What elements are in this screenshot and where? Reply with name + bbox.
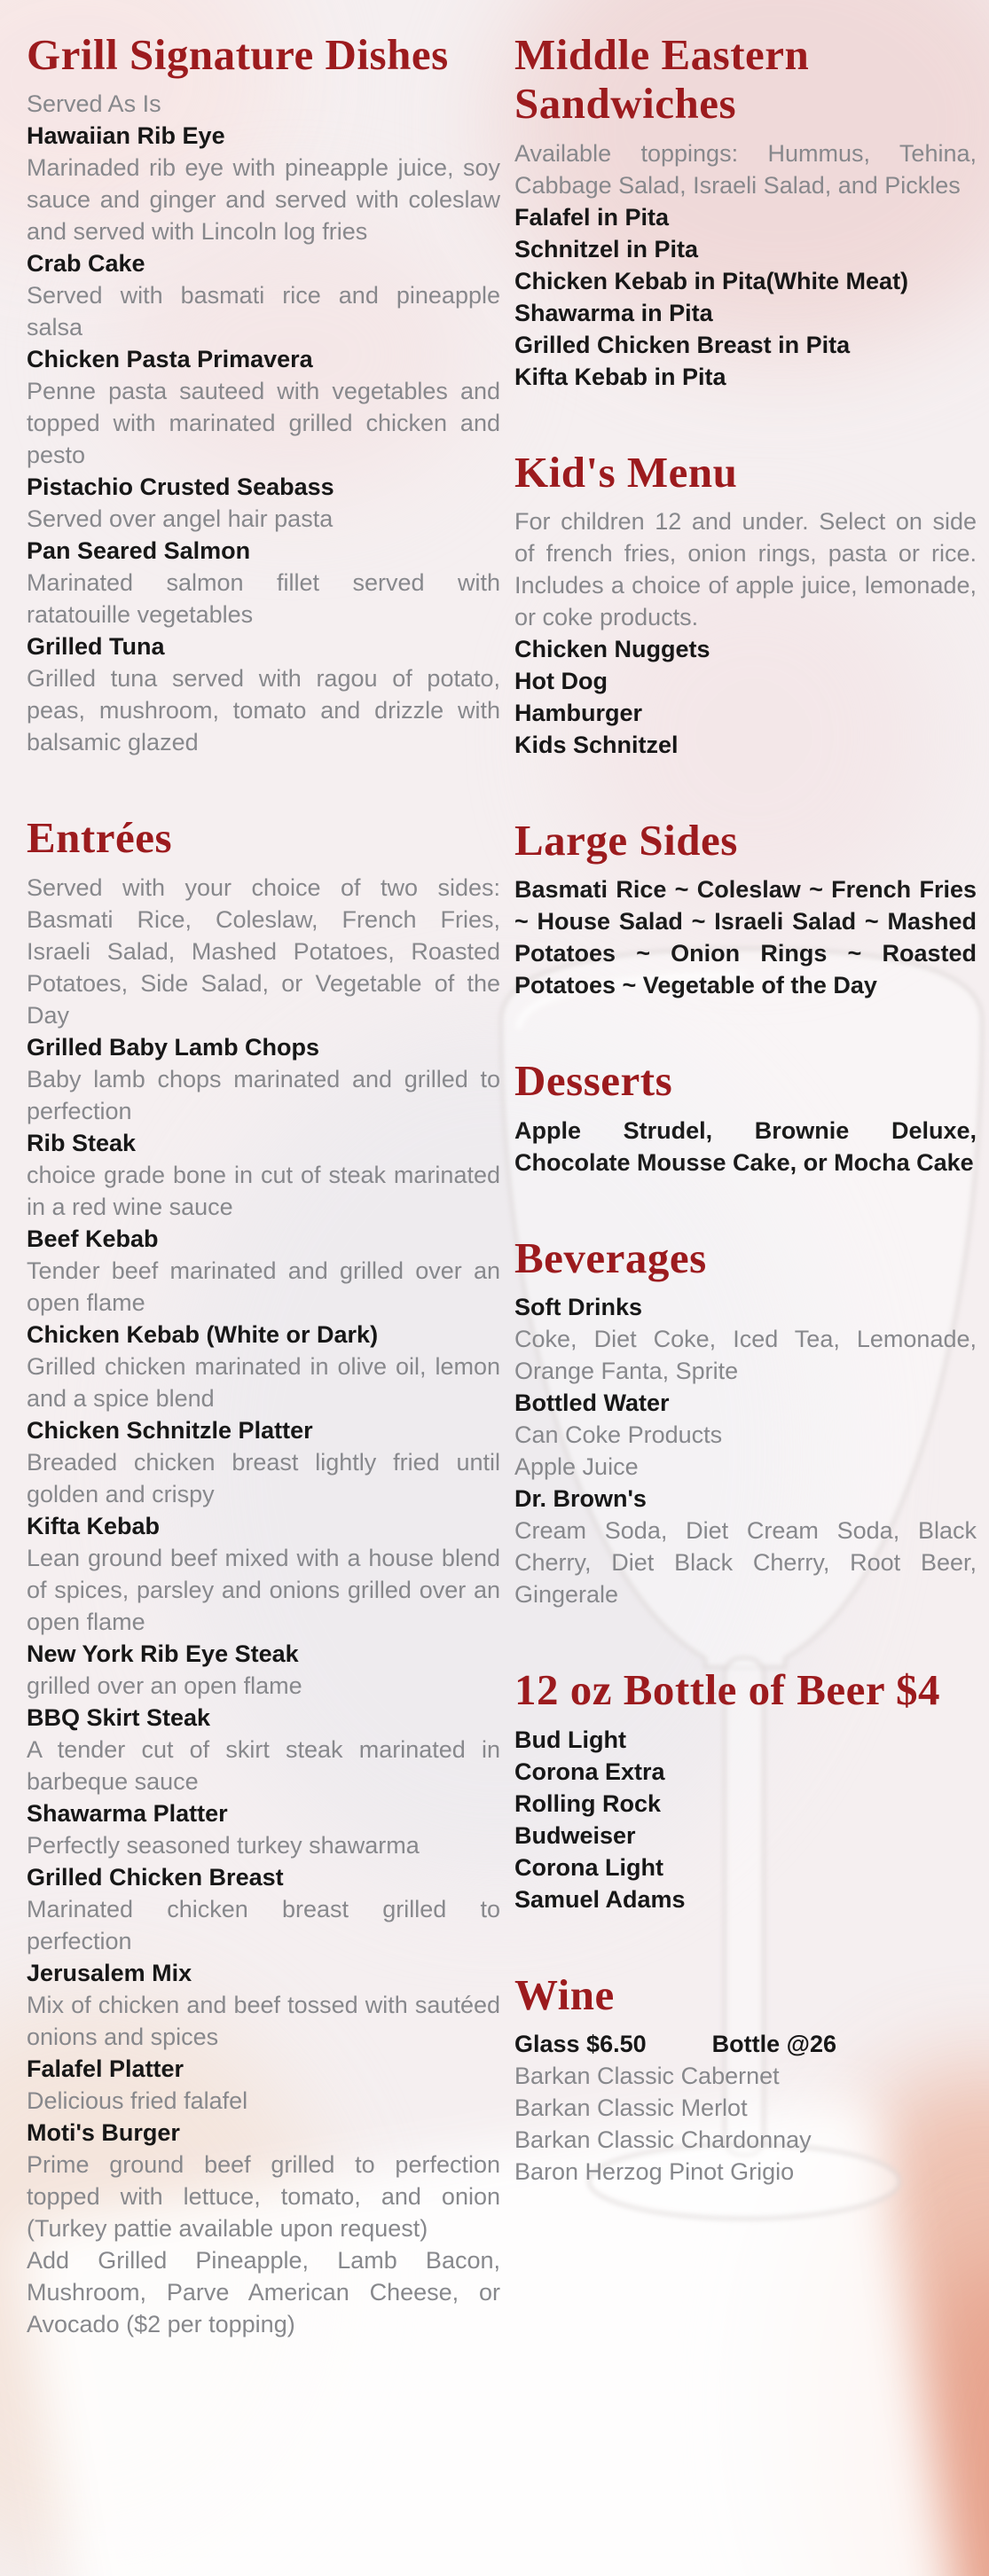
menu-section [514, 1056, 977, 1178]
menu-section [27, 813, 500, 2339]
menu-item-name: Rib Steak [27, 1129, 137, 1156]
menu-item-name: Chicken Schnitzle Platter [27, 1416, 313, 1444]
menu-item-name: Kifta Kebab [27, 1512, 161, 1539]
section-title: Entrées [27, 813, 173, 863]
menu-item-name: Samuel Adams [514, 1885, 686, 1913]
menu-item-name: Schnitzel in Pita [514, 235, 699, 262]
menu-item-name: Hamburger [514, 700, 643, 727]
menu-item-name: Beef Kebab [27, 1225, 159, 1252]
menu-section [514, 1970, 977, 2188]
menu-item-name: Kifta Kebab in Pita [514, 363, 726, 390]
section-note: Served As Is [27, 90, 161, 118]
menu-item-name: Jerusalem Mix [27, 1959, 192, 1986]
menu-item-name: Falafel in Pita [514, 203, 670, 231]
menu-item-description: Grilled chicken marinated in olive oil, lemon and a spice blend [27, 1352, 500, 1412]
section-title: 12 oz Bottle of Beer $4 [514, 1665, 941, 1715]
menu-item-description: Add Grilled Pineapple, Lamb Bacon, Mushroom, Parve American Cheese, or Avocado ($2 per topping) [27, 2246, 500, 2337]
menu-item-name: Crab Cake [27, 250, 145, 278]
menu-item-description: Baby lamb chops marinated and grilled to perfection [27, 1065, 500, 1124]
menu-item-description: Mix of chicken and beef tossed with sautéed onions and spices [27, 1991, 500, 2050]
menu-item-name: Bud Light [514, 1726, 626, 1753]
left-column [27, 30, 500, 2576]
menu-item-description: grilled over an open flame [27, 1672, 302, 1699]
menu-item-description: Perfectly seasoned turkey shawarma [27, 1831, 420, 1859]
menu-item-description: A tender cut of skirt steak marinated in barbeque sauce [27, 1735, 500, 1795]
wine-price-row [514, 2028, 977, 2060]
section-note: For children 12 and under. Select on side of french fries, onion rings, pasta or rice. Includes a choice of apple juice, lemonade, or coke products. [514, 508, 977, 631]
menu-item-description: Marinated salmon fillet served with ratatouille vegetables [27, 569, 500, 629]
section-note: Apple Strudel, Brownie Deluxe, Chocolate Mousse Cake, or Mocha Cake [514, 1116, 977, 1176]
menu-item-name: Grilled Baby Lamb Chops [27, 1033, 320, 1061]
wine-bottle-price: Bottle @26 [711, 2030, 836, 2057]
menu-item-name: BBQ Skirt Steak [27, 1703, 211, 1731]
section-title: Desserts [514, 1056, 673, 1106]
menu-item-name: Hot Dog [514, 668, 608, 695]
section-note: Served with your choice of two sides: Basmati Rice, Coleslaw, French Fries, Israeli Salad, Mashed Potatoes, Roasted Potatoes, Side Salad, or Vegetable of the Day [27, 873, 500, 1029]
right-column [514, 30, 977, 2576]
menu-item-name: Kids Schnitzel [514, 732, 679, 759]
section-title: Large Sides [514, 816, 738, 865]
menu-item-description: Lean ground beef mixed with a house blend of spices, parsley and onions grilled over an open flame [27, 1544, 500, 1635]
menu-item-name: Barkan Classic Merlot [514, 2094, 748, 2121]
menu-item-name: Barkan Classic Chardonnay [514, 2126, 812, 2153]
menu-item-description: Penne pasta sauteed with vegetables and topped with marinated grilled chicken and pesto [27, 378, 500, 469]
section-note: Basmati Rice ~ Coleslaw ~ French Fries ~ House Salad ~ Israeli Salad ~ Mashed Potatoes ~ Onion Rings ~ Roasted Potatoes ~ Vegetable of the Day [514, 876, 977, 999]
menu-item-description: Served with basmati rice and pineapple salsa [27, 282, 500, 341]
menu-item-name: Hawaiian Rib Eye [27, 122, 225, 150]
menu-item-name: Dr. Brown's [514, 1485, 647, 1513]
menu-item-name: Shawarma in Pita [514, 299, 713, 326]
menu-item-name: Budweiser [514, 1821, 636, 1849]
section-title: Beverages [514, 1233, 707, 1282]
menu-item-description: Coke, Diet Coke, Iced Tea, Lemonade, Orange Fanta, Sprite [514, 1326, 977, 1385]
menu-item-name: Moti's Burger [27, 2118, 180, 2146]
menu-item-description: Marinated chicken breast grilled to perfection [27, 1895, 500, 1954]
menu-item-name: Chicken Pasta Primavera [27, 346, 313, 373]
menu-section [27, 30, 500, 758]
menu-item-description: Can Coke Products [514, 1421, 723, 1449]
menu-section [514, 1233, 977, 1610]
menu-item-name: Corona Extra [514, 1758, 665, 1785]
menu-item-description: Grilled tuna served with ragou of potato, peas, mushroom, tomato and drizzle with balsamic glazed [27, 665, 500, 756]
menu-item-description: Delicious fried falafel [27, 2087, 248, 2114]
menu-item-name: Falafel Platter [27, 2055, 184, 2082]
menu-item-name: Baron Herzog Pinot Grigio [514, 2157, 795, 2185]
section-title: Grill Signature Dishes [27, 30, 449, 79]
menu-item-name: Pistachio Crusted Seabass [27, 474, 334, 501]
menu-item-description: Breaded chicken breast lightly fried until golden and crispy [27, 1448, 500, 1507]
menu-item-name: Soft Drinks [514, 1294, 643, 1321]
menu-item-name: Barkan Classic Cabernet [514, 2062, 780, 2089]
section-note: Available toppings: Hummus, Tehina, Cabbage Salad, Israeli Salad, and Pickles [514, 139, 977, 199]
menu-item-name: Pan Seared Salmon [27, 537, 251, 565]
menu-item-name: New York Rib Eye Steak [27, 1640, 299, 1667]
menu-section [514, 448, 977, 761]
menu-item-name: Corona Light [514, 1853, 663, 1881]
menu-item-description: Prime ground beef grilled to perfection topped with lettuce, tomato, and onion (Turkey pattie available upon request) [27, 2150, 500, 2242]
menu-item-name: Rolling Rock [514, 1789, 662, 1817]
menu-section [514, 1665, 977, 1914]
menu-item-name: Chicken Nuggets [514, 636, 710, 663]
section-title: Wine [514, 1969, 615, 2019]
section-title: Middle Eastern Sandwiches [514, 30, 810, 129]
menu-item-name: Grilled Chicken Breast [27, 1863, 284, 1891]
menu-item-name: Chicken Kebab (White or Dark) [27, 1320, 379, 1348]
menu-item-name: Bottled Water [514, 1390, 670, 1417]
menu-item-description: Served over angel hair pasta [27, 505, 334, 533]
menu-item-name: Grilled Tuna [27, 633, 165, 661]
menu-item-description: Cream Soda, Diet Cream Soda, Black Cherry, Diet Black Cherry, Root Beer, Gingerale [514, 1517, 977, 1609]
menu-item-name: Shawarma Platter [27, 1799, 228, 1827]
menu-item-description: Tender beef marinated and grilled over an open flame [27, 1257, 500, 1316]
menu-item-description: Marinaded rib eye with pineapple juice, soy sauce and ginger and served with coleslaw and served with Lincoln log fries [27, 154, 500, 246]
wine-glass-price: Glass $6.50 [514, 2030, 647, 2057]
menu-item-description: choice grade bone in cut of steak marinated in a red wine sauce [27, 1161, 500, 1220]
menu-section [514, 30, 977, 393]
menu-item-name: Chicken Kebab in Pita(White Meat) [514, 267, 909, 294]
menu-section [514, 816, 977, 1001]
menu-item-description: Apple Juice [514, 1453, 639, 1481]
section-title: Kid's Menu [514, 447, 738, 497]
menu-item-name: Grilled Chicken Breast in Pita [514, 331, 851, 358]
